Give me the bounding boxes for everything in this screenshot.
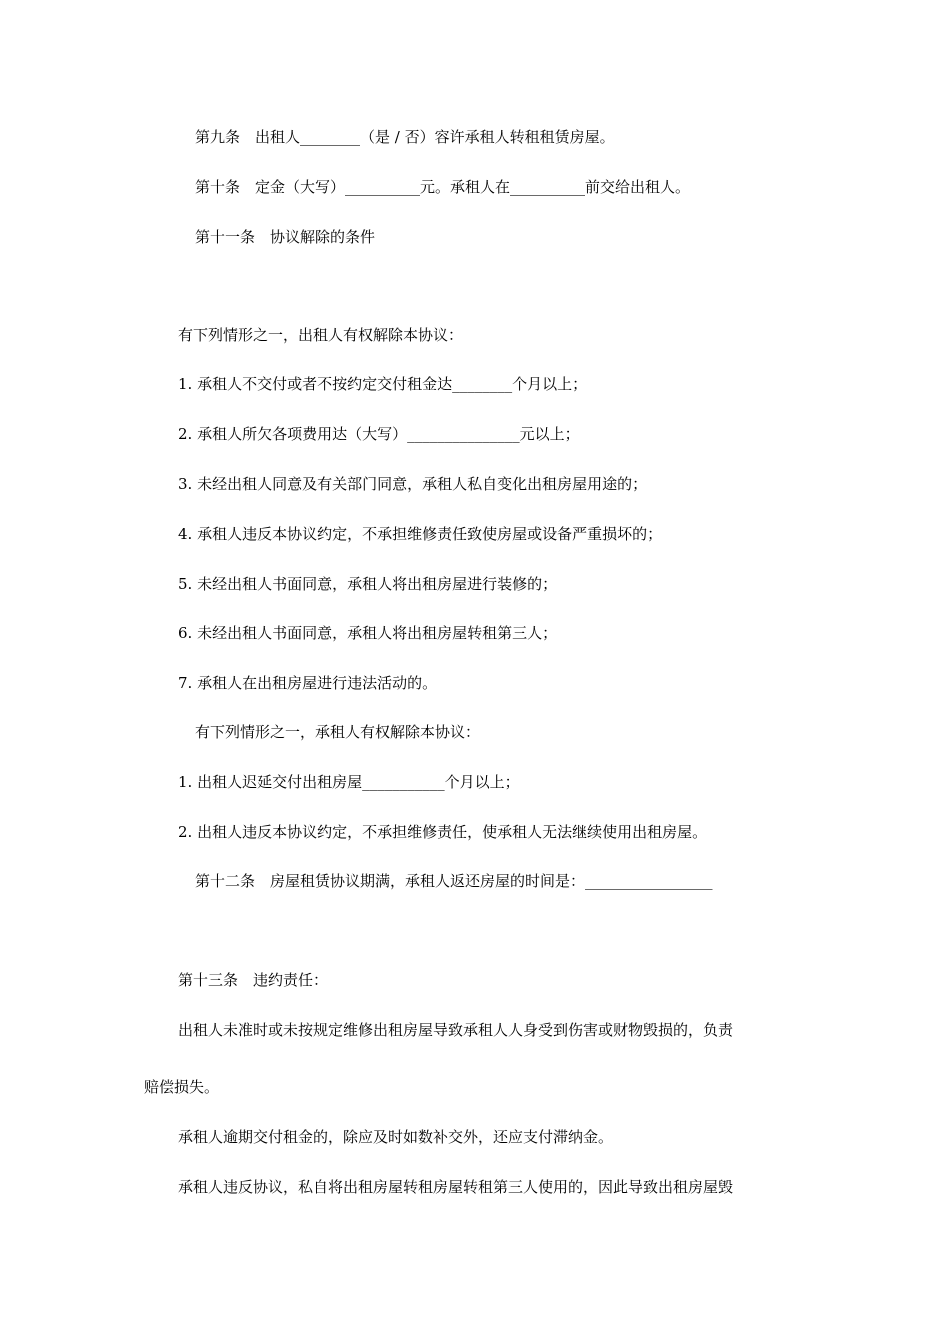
clause-11-title: 第十一条 协议解除的条件 xyxy=(195,228,376,246)
landlord-condition-2: 2. 承租人所欠各项费用达（大写）_______________元以上； xyxy=(178,425,580,443)
liability-paragraph-2: 承租人逾期交付租金的，除应及时如数补交外，还应支付滞纳金。 xyxy=(178,1128,614,1146)
landlord-condition-1: 1. 承租人不交付或者不按约定交付租金达________个月以上； xyxy=(178,375,588,393)
landlord-condition-4: 4. 承租人违反本协议约定，不承担维修责任致使房屋或设备严重损坏的； xyxy=(178,525,663,543)
liability-paragraph-1: 出租人未准时或未按规定维修出租房屋导致承租人人身受到伤害或财物毁损的，负责 xyxy=(178,1021,734,1039)
landlord-condition-3: 3. 未经出租人同意及有关部门同意，承租人私自变化出租房屋用途的； xyxy=(178,475,648,493)
landlord-condition-7: 7. 承租人在出租房屋进行违法活动的。 xyxy=(178,674,438,692)
landlord-termination-intro: 有下列情形之一，出租人有权解除本协议： xyxy=(178,326,464,344)
landlord-condition-5: 5. 未经出租人书面同意，承租人将出租房屋进行装修的； xyxy=(178,575,558,593)
tenant-condition-2: 2. 出租人违反本协议约定，不承担维修责任，使承租人无法继续使用出租房屋。 xyxy=(178,823,708,841)
clause-12: 第十二条 房屋租赁协议期满，承租人返还房屋的时间是：_________________ xyxy=(195,872,713,890)
liability-paragraph-1-continued: 赔偿损失。 xyxy=(144,1078,220,1096)
clause-13-title: 第十三条 违约责任： xyxy=(178,971,329,989)
landlord-condition-6: 6. 未经出租人书面同意，承租人将出租房屋转租第三人； xyxy=(178,624,558,642)
tenant-condition-1: 1. 出租人迟延交付出租房屋___________个月以上； xyxy=(178,773,520,791)
clause-9: 第九条 出租人________（是 / 否）容许承租人转租租赁房屋。 xyxy=(195,128,615,146)
tenant-termination-intro: 有下列情形之一，承租人有权解除本协议： xyxy=(195,723,481,741)
clause-10: 第十条 定金（大写）__________元。承租人在__________前交给出租人。 xyxy=(195,178,691,196)
liability-paragraph-3: 承租人违反协议，私自将出租房屋转租房屋转租第三人使用的，因此导致出租房屋毁 xyxy=(178,1178,734,1196)
